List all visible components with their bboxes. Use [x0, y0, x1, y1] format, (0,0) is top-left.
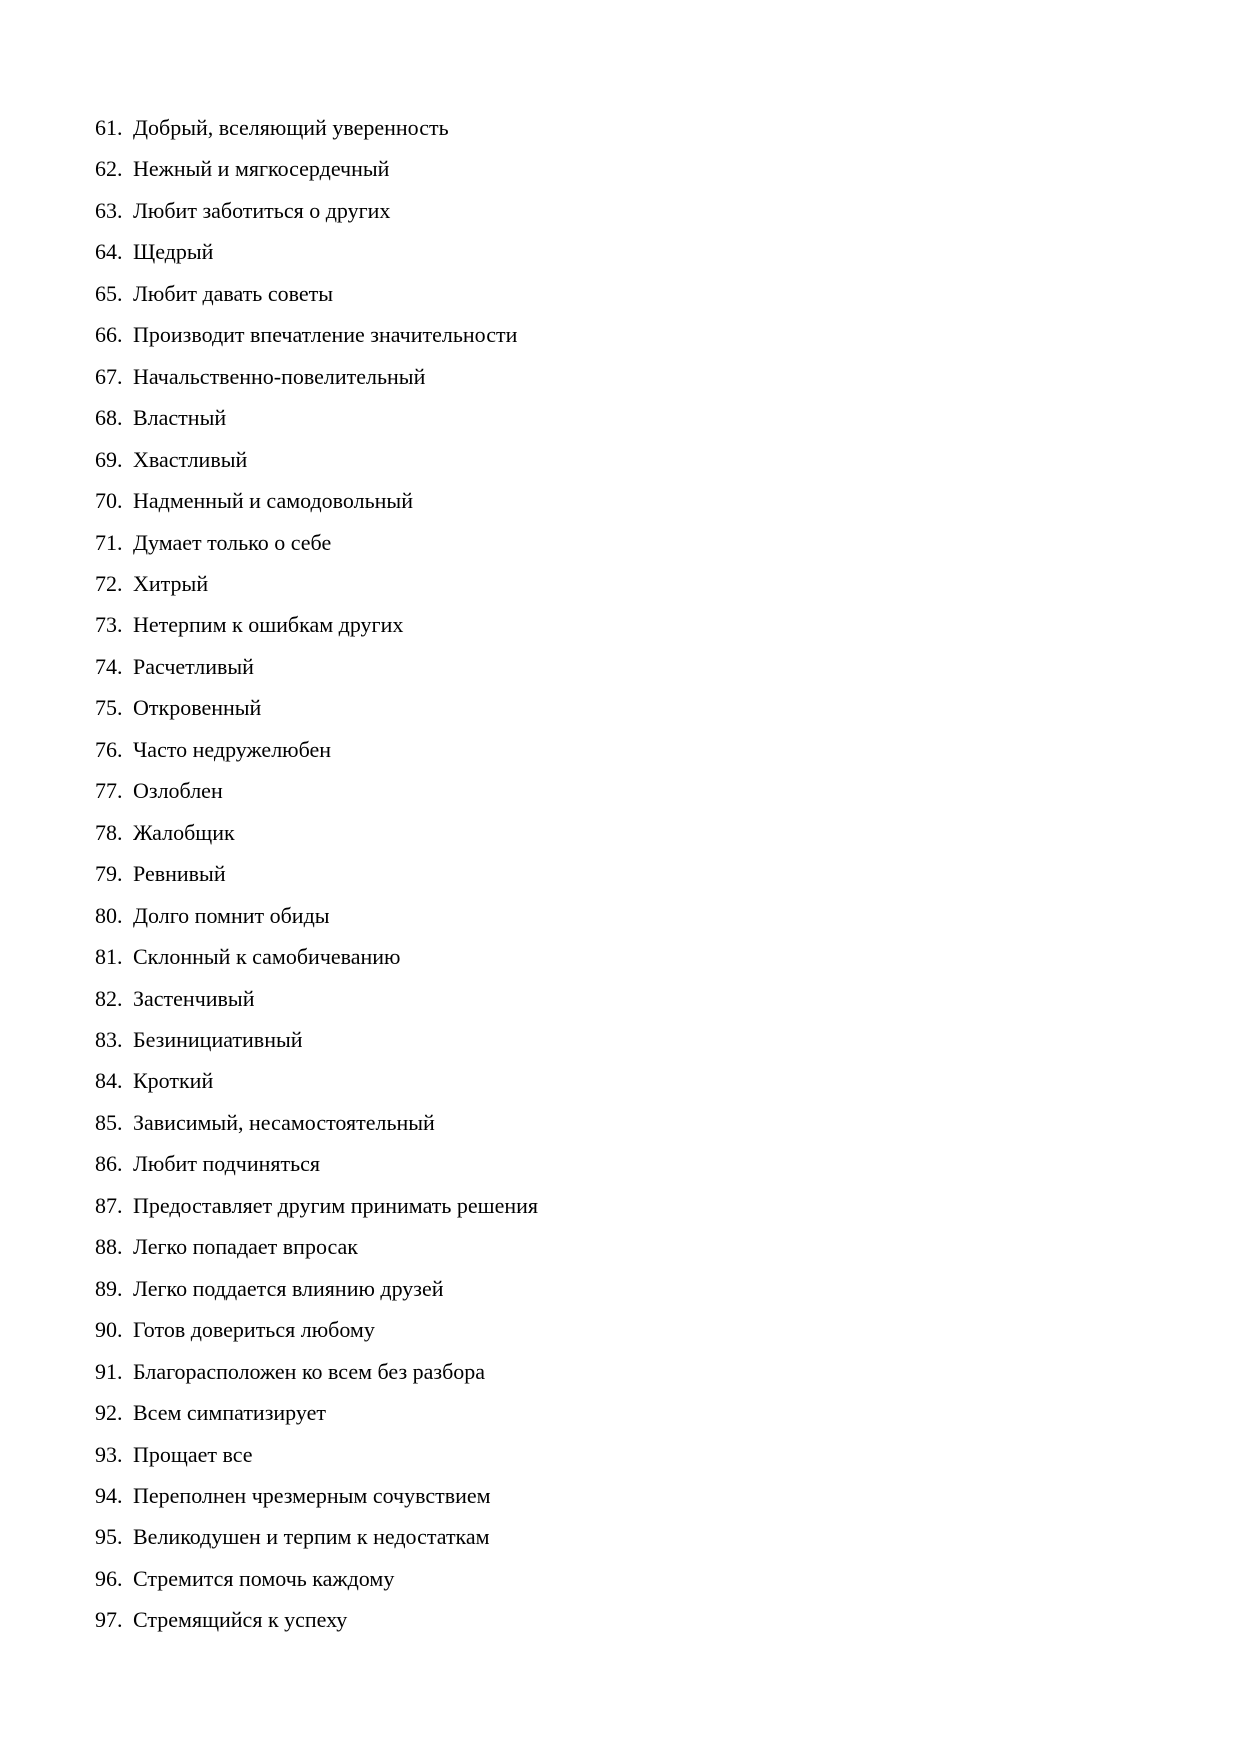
item-number: 81. [95, 944, 123, 970]
item-number: 78. [95, 819, 123, 845]
item-text: Склонный к самобичеванию [133, 944, 401, 970]
item-number: 67. [95, 363, 123, 389]
item-number: 74. [95, 653, 123, 679]
list-item [95, 314, 1200, 355]
list-item [95, 1351, 1200, 1392]
list-item [95, 1392, 1200, 1433]
item-number: 69. [95, 446, 123, 472]
item-number: 77. [95, 778, 123, 804]
item-text: Легко поддается влиянию друзей [133, 1275, 444, 1301]
list-item [95, 1516, 1200, 1557]
item-text: Думает только о себе [133, 529, 332, 555]
item-text: Кроткий [133, 1068, 214, 1094]
list-item [95, 273, 1200, 314]
list-item [95, 853, 1200, 894]
list-item [95, 646, 1200, 687]
item-number: 94. [95, 1482, 123, 1508]
item-number: 66. [95, 322, 123, 348]
item-text: Стремящийся к успеху [133, 1607, 348, 1633]
list-item [95, 522, 1200, 563]
item-text: Хитрый [133, 570, 209, 596]
item-text: Нежный и мягкосердечный [133, 156, 390, 182]
list-item [95, 687, 1200, 728]
item-number: 96. [95, 1565, 123, 1591]
item-number: 85. [95, 1109, 123, 1135]
item-text: Легко попадает впросак [133, 1234, 358, 1260]
item-number: 89. [95, 1275, 123, 1301]
list-item [95, 1558, 1200, 1599]
item-number: 72. [95, 570, 123, 596]
item-text: Откровенный [133, 695, 262, 721]
item-number: 64. [95, 239, 123, 265]
item-text: Любит заботиться о других [133, 197, 391, 223]
item-number: 65. [95, 280, 123, 306]
item-number: 83. [95, 1026, 123, 1052]
list-item [95, 231, 1200, 272]
item-number: 68. [95, 405, 123, 431]
list-item [95, 1599, 1200, 1640]
item-text: Зависимый, несамостоятельный [133, 1109, 435, 1135]
item-number: 84. [95, 1068, 123, 1094]
item-number: 70. [95, 488, 123, 514]
item-text: Добрый, вселяющий уверенность [133, 115, 449, 140]
item-text: Любит давать советы [133, 280, 334, 306]
list-item [95, 1185, 1200, 1226]
list-item [95, 1143, 1200, 1184]
item-number: 92. [95, 1400, 123, 1426]
item-number: 76. [95, 736, 123, 762]
list-item [95, 439, 1200, 480]
list-item [95, 604, 1200, 645]
item-number: 75. [95, 695, 123, 721]
item-number: 86. [95, 1151, 123, 1177]
item-text: Ревнивый [133, 861, 226, 887]
item-number: 93. [95, 1441, 123, 1467]
item-text: Великодушен и терпим к недостаткам [133, 1524, 490, 1550]
item-text: Предоставляет другим принимать решения [133, 1192, 539, 1218]
list-item [95, 1434, 1200, 1475]
item-number: 95. [95, 1524, 123, 1550]
item-number: 88. [95, 1234, 123, 1260]
item-text: Жалобщик [133, 819, 235, 845]
item-text: Прощает все [133, 1441, 253, 1467]
list-item [95, 356, 1200, 397]
item-number: 79. [95, 861, 123, 887]
list-item [95, 107, 1200, 148]
item-text: Стремится помочь каждому [133, 1565, 395, 1591]
list-item [95, 1060, 1200, 1101]
item-text: Расчетливый [133, 653, 254, 679]
item-text: Начальственно-повелительный [133, 363, 426, 389]
list-item [95, 1309, 1200, 1350]
list-item [95, 895, 1200, 936]
item-text: Переполнен чрезмерным сочувствием [133, 1482, 491, 1508]
list-item [95, 1475, 1200, 1516]
item-number: 87. [95, 1192, 123, 1218]
item-text: Всем симпатизирует [133, 1400, 326, 1426]
item-number: 63. [95, 197, 123, 223]
item-text: Благорасположен ко всем без разбора [133, 1358, 486, 1384]
list-item [95, 480, 1200, 521]
item-number: 91. [95, 1358, 123, 1384]
list-item [95, 1019, 1200, 1060]
list-item [95, 978, 1200, 1019]
item-text: Застенчивый [133, 985, 255, 1011]
item-text: Озлоблен [133, 778, 223, 804]
item-text: Долго помнит обиды [133, 902, 330, 928]
item-number: 82. [95, 985, 123, 1011]
item-number: 62. [95, 156, 123, 182]
item-number: 71. [95, 529, 123, 555]
item-number: 90. [95, 1317, 123, 1343]
item-text: Нетерпим к ошибкам других [133, 612, 404, 638]
list-item [95, 397, 1200, 438]
list-item [95, 1268, 1200, 1309]
item-text: Производит впечатление значительности [133, 322, 518, 348]
list-item [95, 563, 1200, 604]
item-text: Безинициативный [133, 1026, 303, 1052]
item-text: Любит подчиняться [133, 1151, 321, 1177]
list-item [95, 936, 1200, 977]
item-text: Готов довериться любому [133, 1317, 375, 1343]
item-text: Щедрый [133, 239, 214, 265]
item-number: 61. [95, 115, 123, 140]
list-item [95, 148, 1200, 189]
item-text: Часто недружелюбен [133, 736, 332, 762]
item-text: Властный [133, 405, 227, 431]
item-number: 97. [95, 1607, 123, 1633]
list-item [95, 812, 1200, 853]
item-number: 80. [95, 902, 123, 928]
item-text: Хвастливый [133, 446, 248, 472]
list-item [95, 190, 1200, 231]
list-item [95, 1226, 1200, 1267]
list-item [95, 1102, 1200, 1143]
item-number: 73. [95, 612, 123, 638]
list-item [95, 729, 1200, 770]
list-item [95, 770, 1200, 811]
item-text: Надменный и самодовольный [133, 488, 413, 514]
